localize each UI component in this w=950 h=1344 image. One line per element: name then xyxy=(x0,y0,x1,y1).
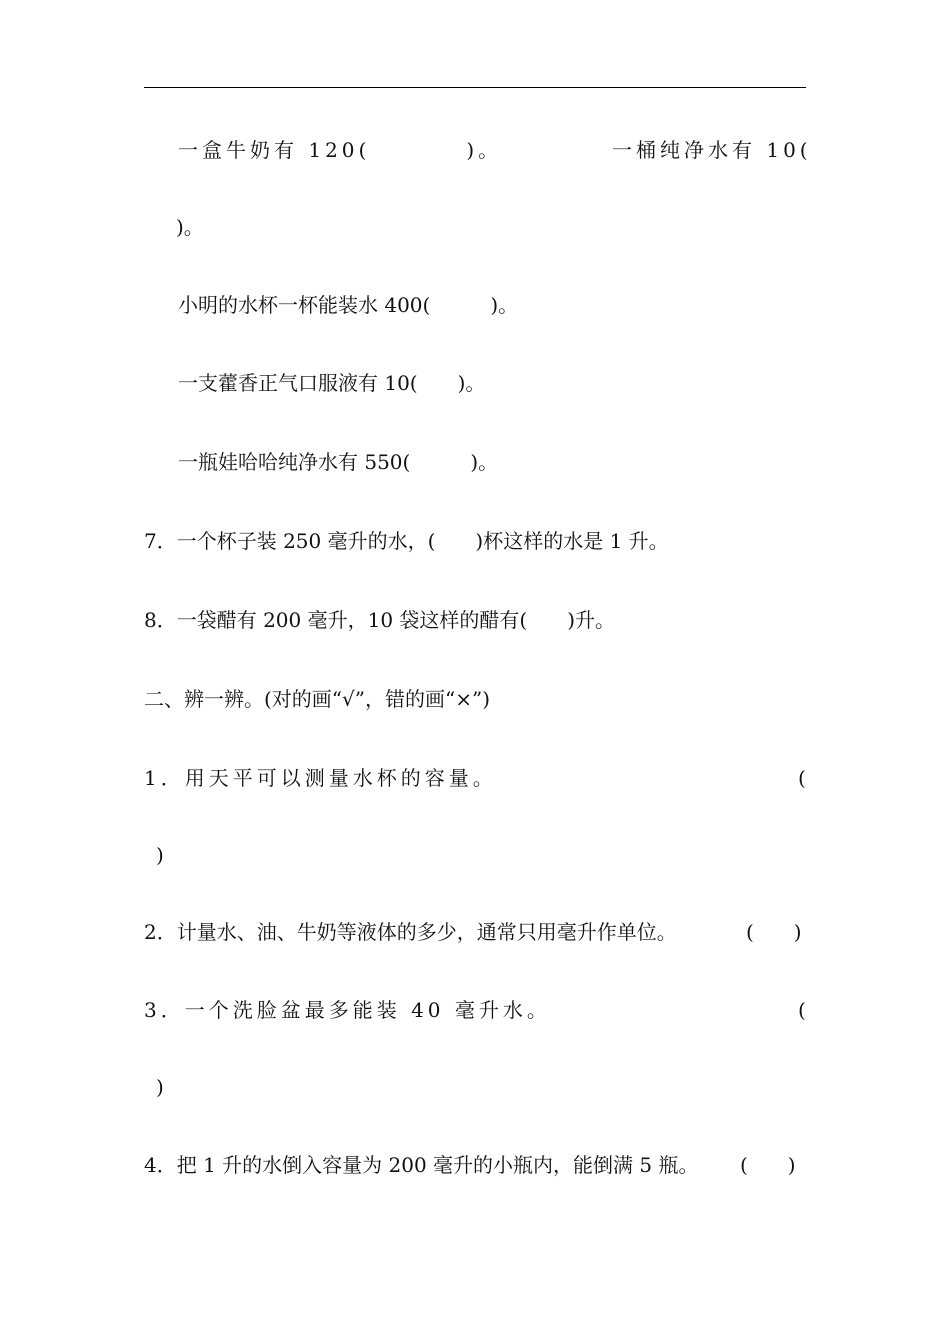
question-8: 8．一袋醋有 200 毫升，10 袋这样的醋有( )升。 xyxy=(144,608,616,632)
judge-4-text: 4．把 1 升的水倒入容量为 200 毫升的小瓶内，能倒满 5 瓶。 xyxy=(144,1153,699,1177)
fill-blank-water-bucket-continued: )。 xyxy=(176,215,204,239)
judge-3-text: 3．一个洗脸盆最多能装 40 毫升水。 xyxy=(144,998,551,1022)
question-7: 7．一个杯子装 250 毫升的水，( )杯这样的水是 1 升。 xyxy=(144,529,669,553)
fill-blank-milk-box: 一盒牛奶有 120( )。 xyxy=(178,138,503,162)
header-rule xyxy=(144,87,806,88)
judge-1-close-paren: ) xyxy=(156,843,164,867)
judge-1-text: 1．用天平可以测量水杯的容量。 xyxy=(144,766,497,790)
fill-blank-huoxiang: 一支藿香正气口服液有 10( )。 xyxy=(178,371,486,395)
fill-blank-water-bucket: 一桶纯净水有 10( xyxy=(612,138,812,162)
judge-2-paren: ( ) xyxy=(746,920,802,944)
section-2-heading: 二、辨一辨。(对的画“√”，错的画“×”) xyxy=(144,687,491,711)
judge-2-text: 2．计量水、油、牛奶等液体的多少，通常只用毫升作单位。 xyxy=(144,920,677,944)
judge-3-open-paren: ( xyxy=(798,998,806,1022)
fill-blank-xiaoming-cup: 小明的水杯一杯能装水 400( )。 xyxy=(178,293,519,317)
judge-4-paren: ( ) xyxy=(740,1153,796,1177)
judge-3-close-paren: ) xyxy=(156,1075,164,1099)
fill-blank-wahaha: 一瓶娃哈哈纯净水有 550( )。 xyxy=(178,450,499,474)
judge-1-open-paren: ( xyxy=(798,766,806,790)
